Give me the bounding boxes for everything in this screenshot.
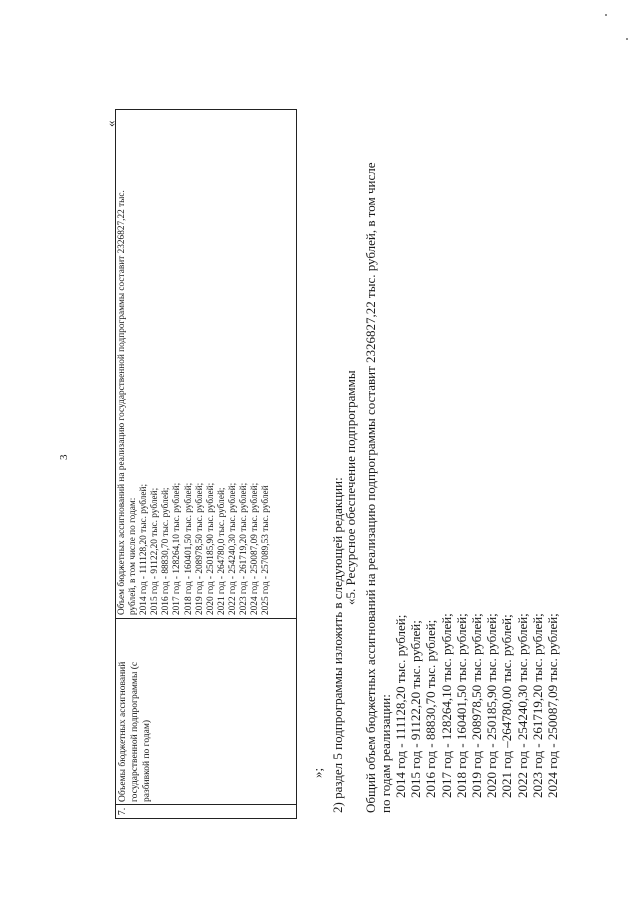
year-line: 2022 год - 254240,30 тыс. рублей; xyxy=(514,613,530,798)
section-title: «5. Ресурсное обеспечение подпрограммы xyxy=(343,370,358,605)
row-value-cell xyxy=(116,110,296,618)
value-line: 2023 год - 261719,20 тыс. рублей; xyxy=(239,482,250,615)
year-line: 2020 год - 250185,90 тыс. рублей; xyxy=(484,613,500,798)
closing-quote: »; xyxy=(310,767,325,778)
row-number-cell: 7. xyxy=(116,804,296,818)
amendment-intro: 2) раздел 5 подпрограммы изложить в следующей редакции: xyxy=(330,477,345,813)
opening-quote: « xyxy=(103,120,118,127)
year-line: 2024 год - 250087,09 тыс. рублей; xyxy=(545,613,561,798)
value-line: 2020 год - 250185,90 тыс. рублей; xyxy=(205,482,216,615)
value-line: рублей, в том числе по годам: xyxy=(128,497,139,615)
total-funding-paragraph: Общий объем бюджетных ассигнований на реализацию подпрограммы составит 2326827,22 тыс. рублей, в том числе xyxy=(363,162,378,813)
total-funding-paragraph-cont: по годам реализации: xyxy=(378,694,393,813)
year-line: 2023 год - 261719,20 тыс. рублей; xyxy=(529,613,545,798)
value-line: 2025 год - 257089,53 тыс. рублей xyxy=(261,485,272,615)
year-line: 2016 год - 88830,70 тыс. рублей; xyxy=(423,619,439,798)
year-line: 2014 год - 111128,20 тыс. рублей; xyxy=(393,614,408,798)
year-line: 2015 год - 91122,20 тыс. рублей; xyxy=(408,620,424,798)
value-line: 2021 год - 264780,0 тыс. рублей; xyxy=(216,487,227,615)
value-line: 2015 год - 91122,20 тыс. рублей; xyxy=(150,487,161,615)
passport-table xyxy=(115,109,297,819)
value-line: 2024 год - 250087,09 тыс. рублей; xyxy=(250,482,261,615)
value-line: 2014 год - 111128,20 тыс. рублей; xyxy=(139,483,150,615)
value-line: 2017 год - 128264,10 тыс. рублей; xyxy=(172,482,183,615)
value-line: 2022 год - 254240,30 тыс. рублей; xyxy=(227,482,238,615)
page-number: 3 xyxy=(58,454,70,460)
value-line: 2016 год - 88830,70 тыс. рублей; xyxy=(161,487,172,615)
value-line: 2018 год - 160401,50 тыс. рублей; xyxy=(183,482,194,615)
value-line: 2019 год - 208978,50 тыс. рублей; xyxy=(194,482,205,615)
year-line: 2017 год - 128264,10 тыс. рублей; xyxy=(438,613,454,798)
value-line: Объем бюджетных ассигнований на реализацию государственной подпрограммы составит 2326827,22 тыс. xyxy=(117,190,127,615)
yearly-funding-list xyxy=(393,613,560,798)
year-line: 2019 год - 208978,50 тыс. рублей; xyxy=(469,613,485,798)
year-line: 2018 год - 160401,50 тыс. рублей; xyxy=(453,613,469,798)
row-label-cell: Объемы бюджетных ассигнований государственной подпрограммы (с разбивкой по годам) xyxy=(116,618,296,804)
year-line: 2021 год –264780,00 тыс. рублей; xyxy=(499,614,515,798)
